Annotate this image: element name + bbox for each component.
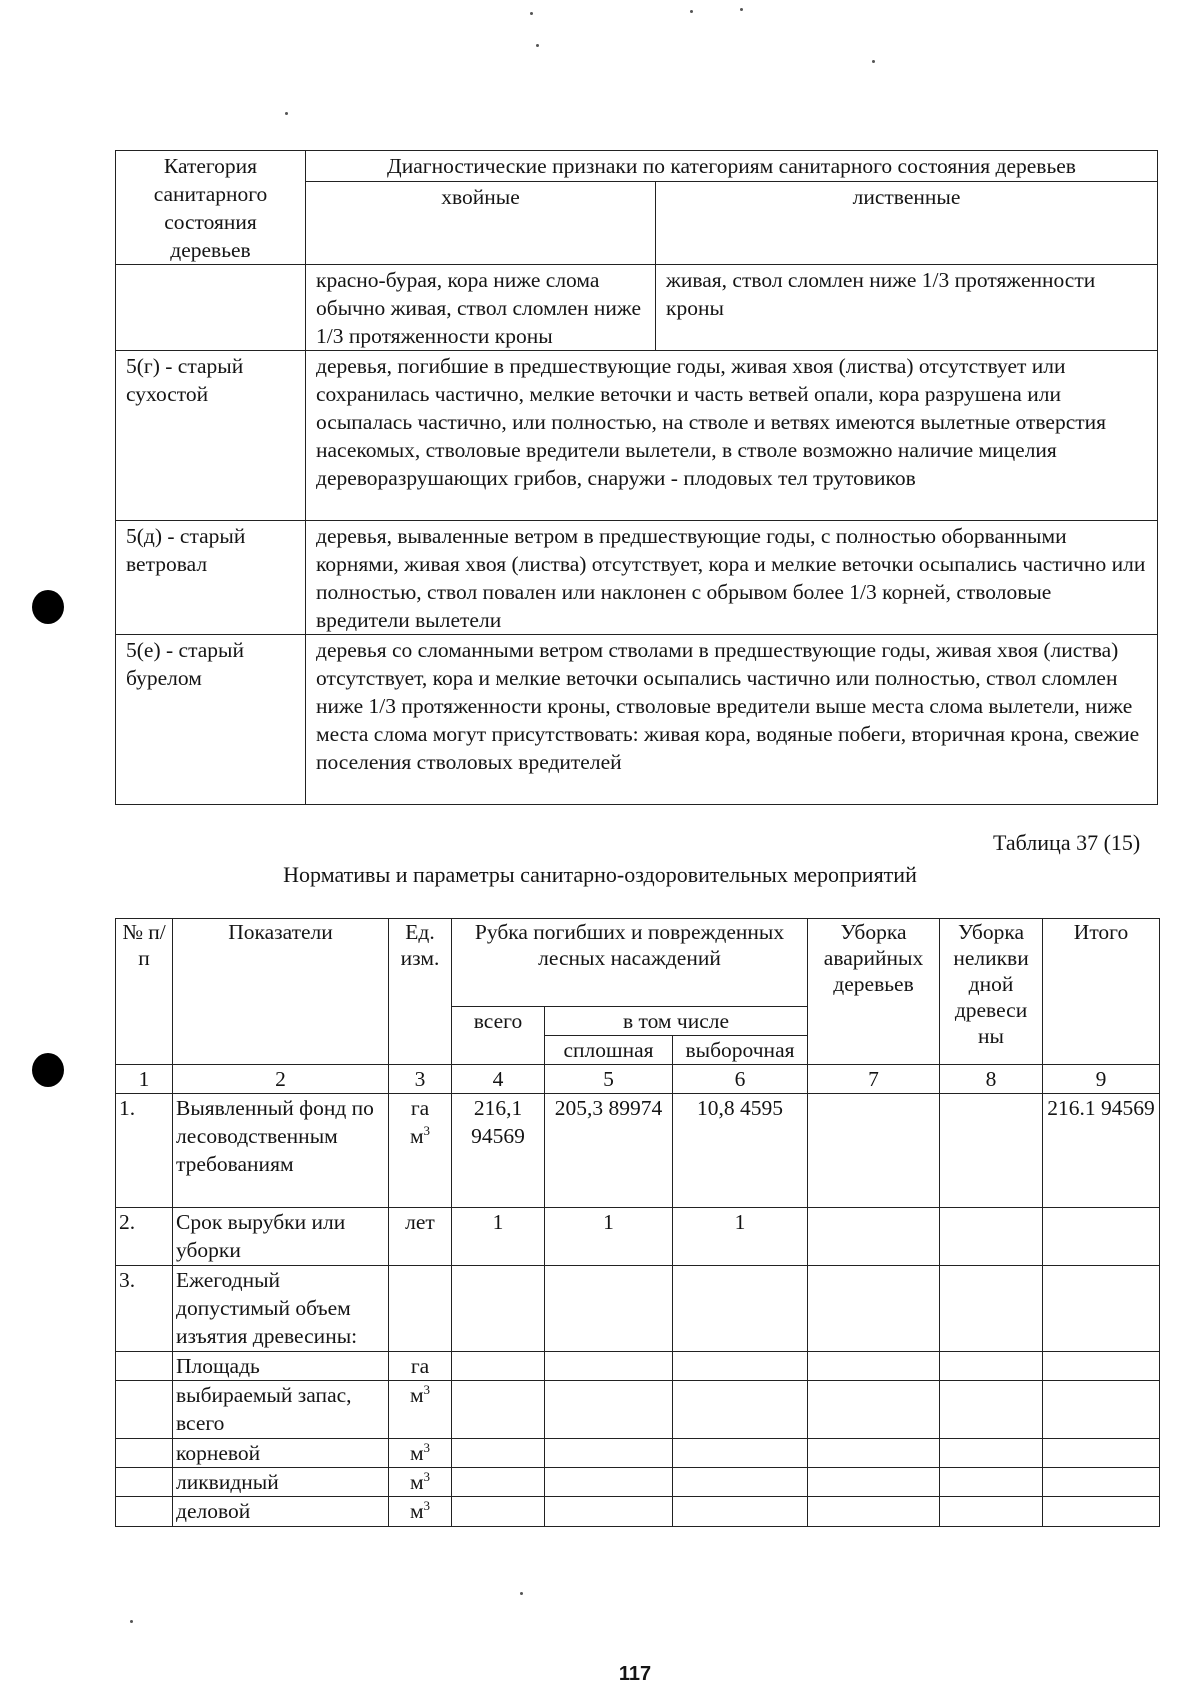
cell-cleanup: [808, 1352, 940, 1381]
column-number: 2: [173, 1065, 389, 1094]
row-indicator: ликвидный: [173, 1468, 389, 1497]
cell-total-sum: [1043, 1468, 1160, 1497]
row-indicator: Выявленный фонд по лесоводственным требованиям: [173, 1094, 389, 1208]
column-number: 5: [545, 1065, 673, 1094]
header-unit: Ед. изм.: [389, 919, 452, 1065]
row-indicator: корневой: [173, 1439, 389, 1468]
column-number: 9: [1043, 1065, 1160, 1094]
cell-clear-felling: [545, 1468, 673, 1497]
sanitary-categories-table: [115, 150, 1158, 805]
header-cleanup: Уборка аварийных деревьев: [808, 919, 940, 1065]
header-nonliquid: Уборка неликви дной древеси ны: [940, 919, 1043, 1065]
cell-felling-total: [452, 1439, 545, 1468]
sanitary-measures-table: [115, 918, 1160, 1527]
cell-clear-felling: [545, 1497, 673, 1527]
row-category: [116, 265, 306, 351]
cell-cleanup: [808, 1497, 940, 1527]
cell-selective-felling: [673, 1352, 808, 1381]
table-caption: Таблица 37 (15): [993, 830, 1141, 855]
row-description: деревья, погибшие в предшествующие годы, живая хвоя (листва) отсутствует или сохранилась частично, мелкие веточки и часть ветвей опали, кора разрушена или осыпалась частично, или полностью, на стволе и ветвях имеются вылетные отверстия насекомых, стволовые вредители вылетели, в стволе возможно наличие мицелия дереворазрушающих грибов, снаружи - плодовых тел трутовиков: [306, 351, 1158, 521]
table-title: Нормативы и параметры санитарно-оздоровительных мероприятий: [283, 862, 917, 887]
cell-nonliquid: [940, 1208, 1043, 1266]
row-number: [116, 1381, 173, 1439]
header-coniferous: хвойные: [306, 181, 656, 264]
row-unit: $м^3$: [389, 1439, 452, 1468]
row-indicator: выбираемый запас, всего: [173, 1381, 389, 1439]
cell-selective-felling: 10,8 4595: [673, 1094, 808, 1208]
cell-cleanup: [808, 1439, 940, 1468]
column-number: 8: [940, 1065, 1043, 1094]
cell-felling-total: [452, 1468, 545, 1497]
cell-selective-felling: [673, 1497, 808, 1527]
unit-ha: га: [410, 1096, 430, 1120]
cell-total-sum: [1043, 1497, 1160, 1527]
header-felling-total: всего: [452, 1007, 545, 1065]
cell-felling-total: [452, 1497, 545, 1527]
cell-nonliquid: [940, 1352, 1043, 1381]
header-category: Категория санитарного состояния деревьев: [116, 151, 306, 265]
cell-nonliquid: [940, 1266, 1043, 1352]
cell-felling-total: [452, 1266, 545, 1352]
cell-clear-felling: 1: [545, 1208, 673, 1266]
cell-selective-felling: [673, 1381, 808, 1439]
header-total-sum: Итого: [1043, 919, 1160, 1065]
header-indicators: Показатели: [173, 919, 389, 1065]
cell-selective-felling: [673, 1439, 808, 1468]
row-unit: лет: [389, 1208, 452, 1266]
page-number: 117: [618, 1663, 652, 1685]
row-unit: $м^3$: [389, 1468, 452, 1497]
cell-total-sum: [1043, 1208, 1160, 1266]
cell-clear-felling: [545, 1266, 673, 1352]
header-felling: Рубка погибших и поврежденных лесных насаждений: [452, 919, 808, 1007]
row-description: деревья, вываленные ветром в предшествующие годы, с полностью оборванными корнями, живая хвоя (листва) отсутствует, кора и мелкие веточки осыпались частично или полностью, ствол повален или наклонен с обрывом более 1/3 корней, стволовые вредители вылетели: [306, 521, 1158, 635]
row-category: 5(г) - старый сухостой: [116, 351, 306, 521]
cell-total-sum: [1043, 1266, 1160, 1352]
column-number: 7: [808, 1065, 940, 1094]
punch-hole-mark: [32, 590, 64, 624]
cell-total-sum: [1043, 1381, 1160, 1439]
row-category: 5(е) - старый бурелом: [116, 635, 306, 805]
row-number: [116, 1352, 173, 1381]
header-clear-felling: сплошная: [545, 1036, 673, 1065]
column-number: 4: [452, 1065, 545, 1094]
cell-cleanup: [808, 1094, 940, 1208]
cell-clear-felling: [545, 1439, 673, 1468]
cell-felling-total: 1: [452, 1208, 545, 1266]
scan-speck: [130, 1620, 133, 1623]
row-indicator: Площадь: [173, 1352, 389, 1381]
row-unit: [389, 1266, 452, 1352]
row-indicator: Срок вырубки или уборки: [173, 1208, 389, 1266]
unit-m3: $м^3$: [409, 1122, 431, 1148]
row-category: 5(д) - старый ветровал: [116, 521, 306, 635]
cell-nonliquid: [940, 1497, 1043, 1527]
row-unit: $м^3$: [389, 1381, 452, 1439]
column-number: 1: [116, 1065, 173, 1094]
cell-total-sum: 216.1 94569: [1043, 1094, 1160, 1208]
cell-felling-total: [452, 1381, 545, 1439]
cell-cleanup: [808, 1468, 940, 1497]
header-including: в том числе: [545, 1007, 808, 1036]
cell-cleanup: [808, 1381, 940, 1439]
scan-speck: [536, 44, 539, 47]
scan-speck: [872, 60, 875, 63]
scan-speck: [740, 8, 743, 11]
cell-nonliquid: [940, 1468, 1043, 1497]
cell-total-sum: [1043, 1352, 1160, 1381]
row-indicator: Ежегодный допустимый объем изъятия древесины:: [173, 1266, 389, 1352]
cell-selective-felling: [673, 1468, 808, 1497]
scan-speck: [285, 112, 288, 115]
row-number: [116, 1468, 173, 1497]
scan-speck: [690, 10, 693, 13]
row-unit: [389, 1094, 452, 1208]
cell-felling-total: 216,1 94569: [452, 1094, 545, 1208]
cell-selective-felling: [673, 1266, 808, 1352]
row-number: 3.: [116, 1266, 173, 1352]
row-number: [116, 1497, 173, 1527]
cell-cleanup: [808, 1266, 940, 1352]
cell-felling-total: [452, 1352, 545, 1381]
cell-clear-felling: [545, 1381, 673, 1439]
header-deciduous: лиственные: [656, 181, 1158, 264]
cell-cleanup: [808, 1208, 940, 1266]
row-unit: $м^3$: [389, 1497, 452, 1527]
row-unit: га: [389, 1352, 452, 1381]
row-number: 2.: [116, 1208, 173, 1266]
header-selective-felling: выборочная: [673, 1036, 808, 1065]
column-number: 3: [389, 1065, 452, 1094]
cell-nonliquid: [940, 1094, 1043, 1208]
scan-speck: [520, 1592, 523, 1595]
scan-speck: [530, 12, 533, 15]
cell-total-sum: [1043, 1439, 1160, 1468]
row-description: деревья со сломанными ветром стволами в предшествующие годы, живая хвоя (листва) отсутствует, кора и мелкие веточки осыпались частично или полностью, ствол сломлен ниже 1/3 протяженности кроны, стволовые вредители выше места слома вылетели, ниже места слома могут присутствовать: живая кора, водяные побеги, вторичная крона, свежие поселения стволовых вредителей: [306, 635, 1158, 805]
cell-selective-felling: 1: [673, 1208, 808, 1266]
row-deciduous-signs: живая, ствол сломлен ниже 1/3 протяженности кроны: [656, 265, 1158, 351]
row-number: 1.: [116, 1094, 173, 1208]
cell-clear-felling: 205,3 89974: [545, 1094, 673, 1208]
cell-nonliquid: [940, 1381, 1043, 1439]
row-coniferous-signs: красно-бурая, кора ниже слома обычно живая, ствол сломлен ниже 1/3 протяженности кроны: [306, 265, 656, 351]
cell-nonliquid: [940, 1439, 1043, 1468]
column-number: 6: [673, 1065, 808, 1094]
row-indicator: деловой: [173, 1497, 389, 1527]
header-diagnostic-signs: Диагностические признаки по категориям санитарного состояния деревьев: [306, 151, 1158, 182]
row-number: [116, 1439, 173, 1468]
cell-clear-felling: [545, 1352, 673, 1381]
header-number: № п/п: [116, 919, 173, 1065]
punch-hole-mark: [32, 1053, 64, 1087]
